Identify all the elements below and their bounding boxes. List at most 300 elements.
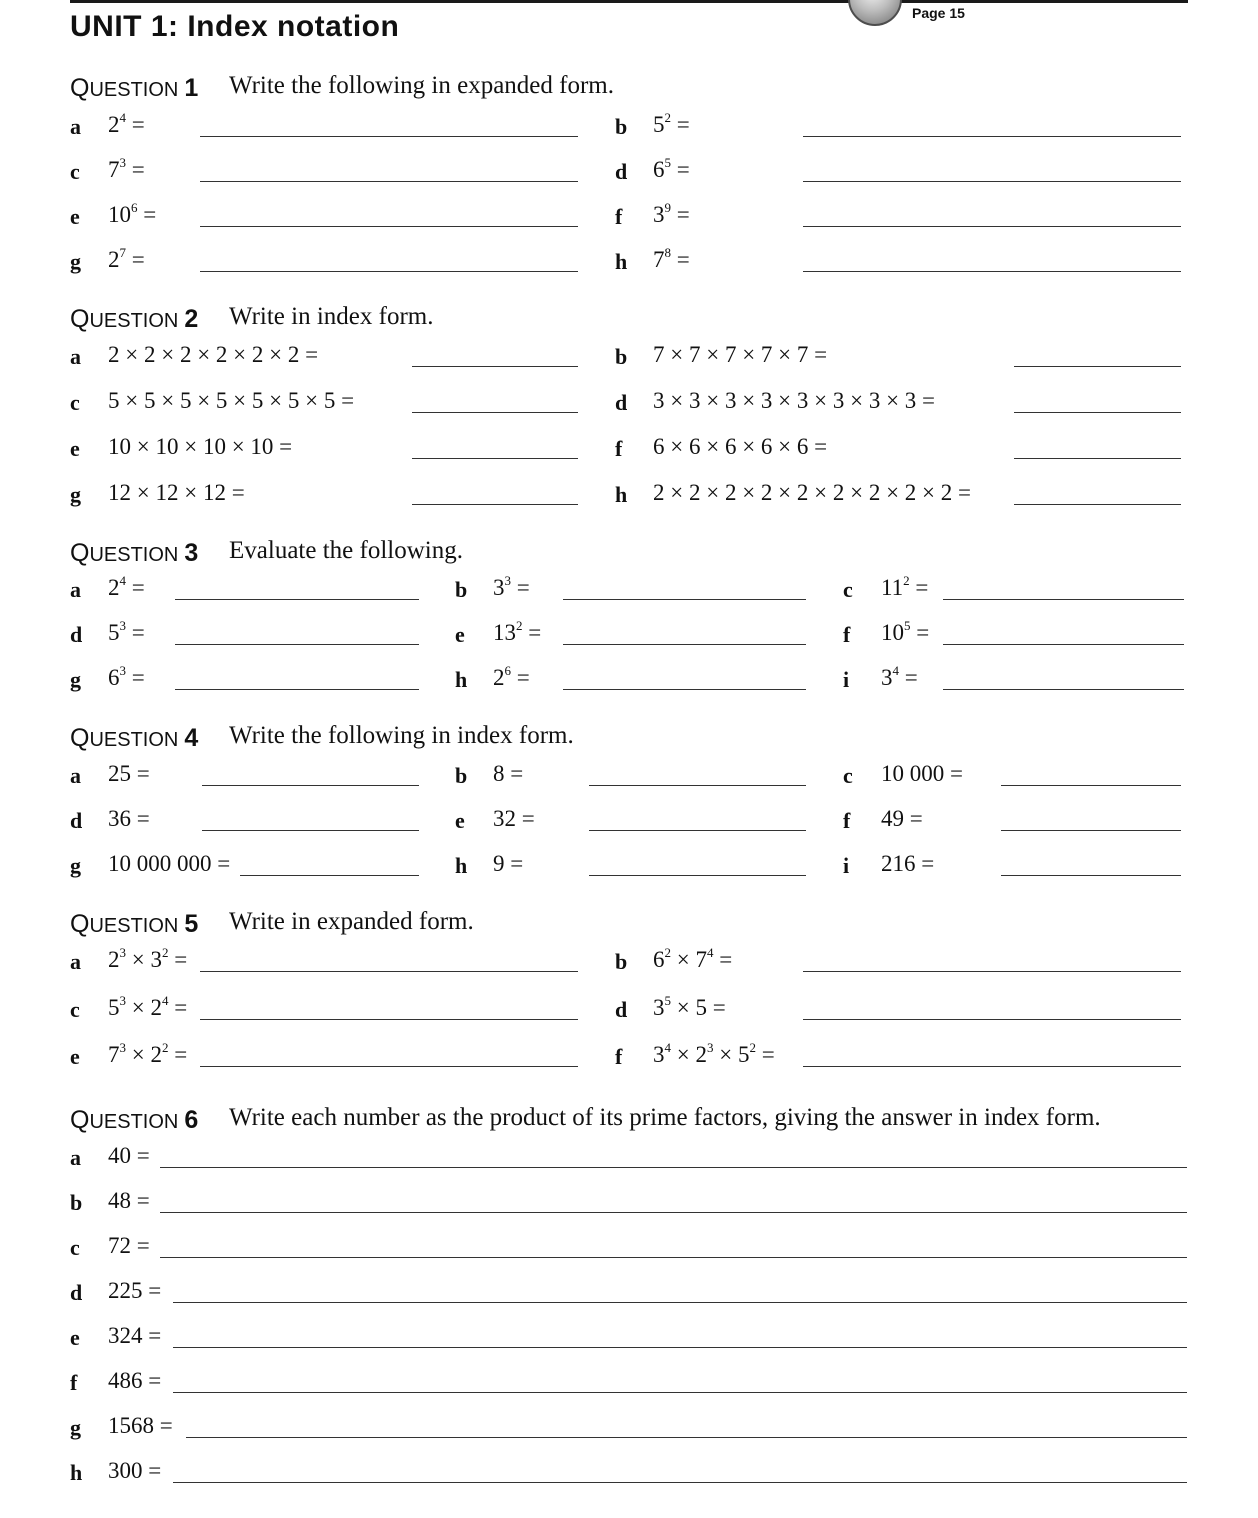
part-expression [653,202,690,228]
answer-line[interactable] [943,599,1184,600]
q4-part-b [455,761,806,791]
part-letter: d [615,997,628,1022]
part-letter: b [615,114,628,139]
q1-part-f [615,202,1181,232]
part-expression [653,947,732,973]
part-letter: e [455,808,465,833]
q1-part-c [70,157,578,187]
q6-part-c [70,1233,1187,1263]
exponent: 9 [664,200,671,215]
question-label: QUESTION 2 [70,305,199,333]
equals: = [126,157,145,182]
part-expression: 40 = [108,1143,150,1168]
exponent: 3 [119,663,126,678]
base: 5 [695,995,707,1020]
exponent: 7 [119,245,126,260]
exponent: 3 [119,618,126,633]
base: 6 [653,947,665,972]
question-label: QUESTION 6 [70,1106,199,1134]
answer-line[interactable] [160,1167,1187,1168]
part-expression [493,575,530,601]
part-expression: 300 = [108,1458,162,1483]
exponent: 4 [119,110,126,125]
part-expression [653,1042,775,1068]
q5-part-c [70,995,578,1025]
part-letter: e [70,204,80,229]
part-expression: 25 = [108,761,150,786]
equals: = [168,995,188,1020]
base: 7 [653,247,665,272]
part-expression [108,947,187,973]
exponent: 4 [706,945,714,960]
exponent: 3 [504,573,511,588]
part-expression [493,665,530,691]
part-letter: a [70,949,81,974]
part-letter: c [70,997,80,1022]
exponent: 2 [516,618,523,633]
answer-line[interactable] [803,181,1181,182]
part-letter: e [70,1325,80,1350]
part-expression: 9 = [493,851,524,876]
equals: = [126,247,145,272]
part-expression: 48 = [108,1188,150,1213]
answer-line[interactable] [202,830,419,831]
q2-part-h [615,480,1181,510]
q3-part-h [455,665,806,695]
base: 5 [653,112,665,137]
answer-line[interactable] [202,785,419,786]
q6-part-h [70,1458,1187,1488]
part-expression [108,620,145,646]
part-letter: f [70,1370,78,1395]
equals: = [126,112,145,137]
exponent: 2 [161,945,169,960]
question-label: QUESTION 1 [70,74,199,102]
answer-line[interactable] [412,412,578,413]
part-expression: 72 = [108,1233,150,1258]
exponent: 3 [119,155,126,170]
part-expression [108,1042,187,1068]
part-letter: b [455,577,468,602]
answer-line[interactable] [803,271,1181,272]
base: 2 [493,665,505,690]
part-expression [108,247,145,273]
equals: = [910,620,930,645]
base: 11 [881,575,904,600]
question-instruction: Write in index form. [229,303,434,330]
equals: = [126,665,145,690]
answer-line[interactable] [200,1066,578,1067]
part-letter: d [615,390,628,415]
part-letter: c [70,1235,80,1260]
part-letter: b [615,344,628,369]
answer-line[interactable] [589,875,806,876]
q2-part-c [70,388,578,418]
answer-line[interactable] [240,875,419,876]
answer-line[interactable] [1001,875,1181,876]
equals: = [126,575,145,600]
answer-line[interactable] [563,644,806,645]
base: 3 [653,1042,665,1067]
base: 3 [493,575,505,600]
question-label: QUESTION 4 [70,724,199,752]
base: 3 [150,947,162,972]
base: 2 [108,112,120,137]
answer-line[interactable] [200,271,578,272]
part-letter: h [615,249,628,274]
answer-line[interactable] [175,689,419,690]
part-letter: e [70,1044,80,1069]
part-letter: a [70,344,81,369]
part-expression: 5 × 5 × 5 × 5 × 5 × 5 × 5 = [108,388,355,413]
q6-part-d [70,1278,1187,1308]
part-expression [108,995,187,1021]
q2-part-a [70,342,578,372]
answer-line[interactable] [943,644,1184,645]
times-sign: × [671,947,696,972]
q4-part-f [843,806,1181,836]
part-letter: a [70,114,81,139]
exponent: 5 [664,155,671,170]
part-expression: 32 = [493,806,535,831]
q2-part-b [615,342,1181,372]
part-expression: 225 = [108,1278,162,1303]
q4-part-d [70,806,419,836]
part-letter: e [70,436,80,461]
base: 2 [108,947,120,972]
exponent: 2 [664,110,671,125]
part-expression: 486 = [108,1368,162,1393]
q3-part-c [843,575,1184,605]
question-number: 5 [184,910,199,938]
part-expression: 324 = [108,1323,162,1348]
times-sign: × [671,1042,696,1067]
part-letter: d [70,1280,83,1305]
q5-part-e [70,1042,578,1072]
answer-line[interactable] [175,599,419,600]
answer-line[interactable] [563,599,806,600]
answer-line[interactable] [1014,458,1181,459]
part-letter: g [70,482,81,507]
times-sign: × [671,995,696,1020]
part-letter: d [615,159,628,184]
part-letter: c [70,159,80,184]
q5-part-a [70,947,578,977]
q4-part-c [843,761,1181,791]
answer-line[interactable] [943,689,1184,690]
base: 3 [653,202,665,227]
answer-line[interactable] [173,1392,1187,1393]
q1-part-b [615,112,1181,142]
exponent: 6 [131,200,138,215]
base: 2 [150,995,162,1020]
answer-line[interactable] [803,226,1181,227]
answer-line[interactable] [1014,366,1181,367]
part-letter: f [615,436,623,461]
equals: = [522,620,542,645]
part-expression [108,157,145,183]
exponent: 3 [119,945,126,960]
question-instruction: Write each number as the product of its prime factors, giving the answer in index form. [229,1104,1101,1131]
base: 2 [108,575,120,600]
part-expression: 6 × 6 × 6 × 6 × 6 = [653,434,828,459]
q3-part-i [843,665,1184,695]
equals: = [713,947,733,972]
part-letter: d [70,622,83,647]
q3-part-e [455,620,806,650]
base: 13 [493,620,516,645]
part-expression [881,665,918,691]
equals: = [168,1042,188,1067]
part-letter: a [70,577,81,602]
part-letter: g [70,853,81,878]
part-letter: g [70,1415,81,1440]
part-expression: 3 × 3 × 3 × 3 × 3 × 3 × 3 × 3 = [653,388,936,413]
part-expression [108,665,145,691]
q1-part-d [615,157,1181,187]
equals: = [671,157,690,182]
part-letter: c [70,390,80,415]
q6-part-f [70,1368,1187,1398]
answer-line[interactable] [173,1302,1187,1303]
answer-line[interactable] [589,785,806,786]
question-number: 1 [184,74,199,102]
part-expression: 36 = [108,806,150,831]
part-expression [881,620,929,646]
q1-part-h [615,247,1181,277]
base: 6 [108,665,120,690]
q5-part-b [615,947,1181,977]
q4-part-h [455,851,806,881]
unit-title: UNIT 1: Index notation [70,10,400,43]
equals: = [511,665,530,690]
equals: = [899,665,918,690]
part-letter: c [843,763,853,788]
part-letter: f [615,204,623,229]
answer-line[interactable] [200,136,578,137]
exponent: 2 [903,573,910,588]
part-letter: f [615,1044,623,1069]
part-letter: i [843,853,850,878]
answer-line[interactable] [803,1019,1181,1020]
q2-part-g [70,480,578,510]
part-letter: h [455,853,468,878]
answer-line[interactable] [589,830,806,831]
q4-part-g [70,851,419,881]
part-expression [108,575,145,601]
answer-line[interactable] [200,971,578,972]
part-expression [653,995,726,1021]
exponent: 4 [664,1040,671,1055]
answer-line[interactable] [412,458,578,459]
part-letter: b [455,763,468,788]
part-letter: e [455,622,465,647]
exponent: 2 [749,1040,756,1055]
exponent: 5 [904,618,911,633]
q6-part-b [70,1188,1187,1218]
part-letter: h [70,1460,83,1485]
part-expression: 7 × 7 × 7 × 7 × 7 = [653,342,828,367]
equals: = [671,202,690,227]
base: 3 [881,665,893,690]
exponent: 5 [664,993,671,1008]
part-letter: f [843,622,851,647]
answer-line[interactable] [412,504,578,505]
part-letter: h [615,482,628,507]
base: 10 [881,620,904,645]
part-letter: a [70,763,81,788]
answer-line[interactable] [1014,504,1181,505]
answer-line[interactable] [803,971,1181,972]
page-tab-icon [848,0,902,26]
base: 2 [150,1042,162,1067]
part-letter: b [70,1190,83,1215]
exponent: 2 [664,945,671,960]
question-instruction: Evaluate the following. [229,537,463,564]
base: 10 [108,202,131,227]
part-expression [653,247,690,273]
base: 2 [695,1042,707,1067]
part-expression [493,620,541,646]
times-sign: × [126,947,151,972]
equals: = [168,947,188,972]
exponent: 4 [119,573,126,588]
question-number: 2 [184,305,199,333]
base: 2 [108,247,120,272]
part-expression: 2 × 2 × 2 × 2 × 2 × 2 × 2 × 2 × 2 = [653,480,971,505]
part-letter: d [70,808,83,833]
q1-part-e [70,202,578,232]
equals: = [671,247,690,272]
part-expression: 216 = [881,851,935,876]
question-number: 3 [184,539,199,567]
part-letter: g [70,249,81,274]
q4-part-e [455,806,806,836]
answer-line[interactable] [803,1066,1181,1067]
exponent: 4 [161,993,169,1008]
base: 5 [108,995,120,1020]
part-letter: b [615,949,628,974]
part-expression: 2 × 2 × 2 × 2 × 2 × 2 = [108,342,319,367]
q3-part-d [70,620,419,650]
part-expression: 10 × 10 × 10 × 10 = [108,434,293,459]
answer-line[interactable] [186,1437,1187,1438]
answer-line[interactable] [175,644,419,645]
q3-part-g [70,665,419,695]
exponent: 2 [161,1040,169,1055]
answer-line[interactable] [1014,412,1181,413]
exponent: 3 [706,1040,714,1055]
answer-line[interactable] [160,1212,1187,1213]
part-expression: 10 000 000 = [108,851,231,876]
times-sign: × [126,995,151,1020]
equals: = [755,1042,775,1067]
part-letter: c [843,577,853,602]
answer-line[interactable] [412,366,578,367]
q1-part-g [70,247,578,277]
base: 3 [653,995,665,1020]
equals: = [706,995,726,1020]
exponent: 8 [664,245,671,260]
part-expression: 49 = [881,806,923,831]
q2-part-d [615,388,1181,418]
base: 7 [108,1042,120,1067]
question-number: 4 [184,724,199,752]
q6-part-e [70,1323,1187,1353]
base: 5 [108,620,120,645]
base: 5 [737,1042,750,1067]
part-letter: f [843,808,851,833]
part-expression [108,112,145,138]
q6-part-a [70,1143,1187,1173]
question-instruction: Write in expanded form. [229,908,474,935]
page-number: Page 15 [912,5,965,21]
q4-part-i [843,851,1181,881]
exponent: 6 [504,663,511,678]
q5-part-d [615,995,1181,1025]
times-sign: × [126,1042,151,1067]
answer-line[interactable] [200,1019,578,1020]
equals: = [909,575,929,600]
question-label: QUESTION 5 [70,910,199,938]
exponent: 4 [892,663,899,678]
part-expression: 1568 = [108,1413,173,1438]
top-rule [70,0,1188,3]
part-letter: a [70,1145,81,1170]
part-expression: 10 000 = [881,761,963,786]
part-expression: 8 = [493,761,524,786]
question-instruction: Write the following in expanded form. [229,72,614,99]
part-expression [653,112,690,138]
base: 7 [108,157,120,182]
answer-line[interactable] [200,181,578,182]
q3-part-f [843,620,1184,650]
answer-line[interactable] [1001,830,1181,831]
part-letter: i [843,667,850,692]
equals: = [137,202,157,227]
q4-part-a [70,761,419,791]
equals: = [126,620,145,645]
answer-line[interactable] [160,1257,1187,1258]
question-number: 6 [184,1106,199,1134]
answer-line[interactable] [173,1347,1187,1348]
base: 7 [695,947,707,972]
q2-part-f [615,434,1181,464]
q6-part-g [70,1413,1187,1443]
exponent: 3 [119,993,126,1008]
q1-part-a [70,112,578,142]
equals: = [671,112,690,137]
exponent: 3 [119,1040,126,1055]
part-expression [881,575,928,601]
question-instruction: Write the following in index form. [229,722,574,749]
part-expression [653,157,690,183]
answer-line[interactable] [803,136,1181,137]
base: 6 [653,157,665,182]
part-expression [108,202,156,228]
answer-line[interactable] [200,226,578,227]
part-expression: 12 × 12 × 12 = [108,480,245,505]
equals: = [511,575,530,600]
q2-part-e [70,434,578,464]
question-label: QUESTION 3 [70,539,199,567]
q3-part-a [70,575,419,605]
q5-part-f [615,1042,1181,1072]
answer-line[interactable] [173,1482,1187,1483]
part-letter: h [455,667,468,692]
answer-line[interactable] [563,689,806,690]
answer-line[interactable] [1001,785,1181,786]
